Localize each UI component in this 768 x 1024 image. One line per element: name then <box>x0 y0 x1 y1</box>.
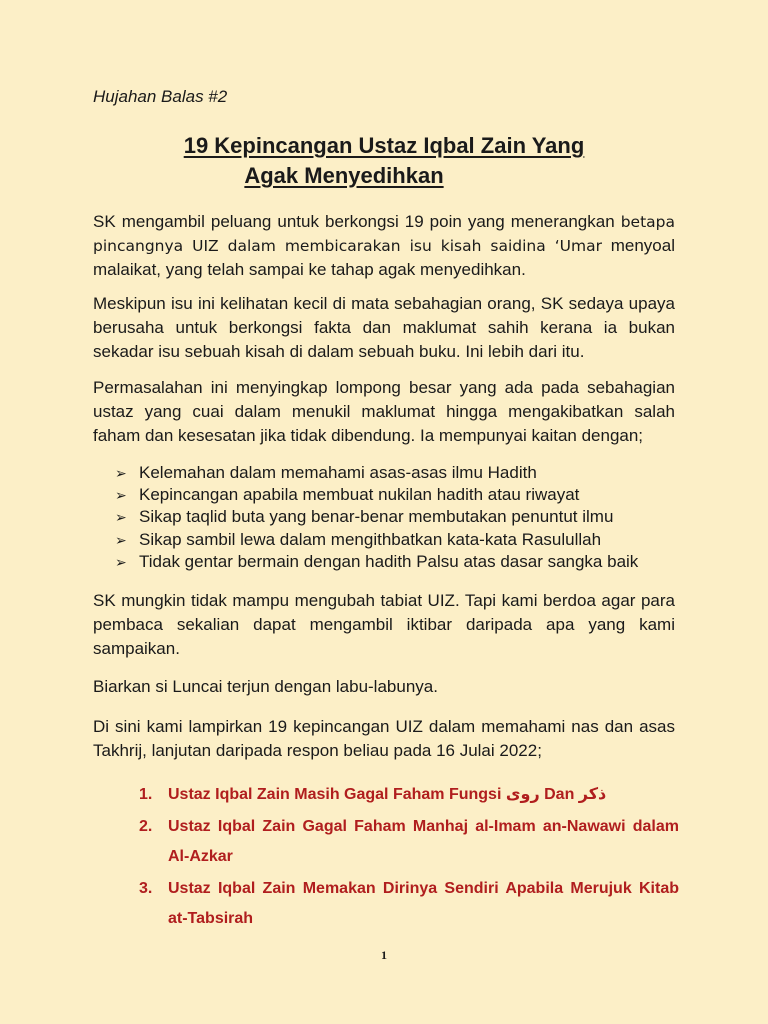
arrow-bullet-icon: ➢ <box>115 509 127 526</box>
list-item: 1. Ustaz Iqbal Zain Masih Gagal Faham Fungsi روى Dan ذكر <box>139 786 607 803</box>
list-item: ➢ Sikap sambil lewa dalam mengithbatkan kata-kata Rasulullah <box>115 529 695 551</box>
list-item: ➢ Tidak gentar bermain dengan hadith Palsu atas dasar sangka baik <box>115 551 695 573</box>
bullet-list <box>115 462 695 573</box>
list-item: ➢ Kelemahan dalam memahami asas-asas ilmu Hadith <box>115 462 695 484</box>
list-item: ➢ Kepincangan apabila membuat nukilan hadith atau riwayat <box>115 484 695 506</box>
title-line-2: Agak Menyedihkan <box>244 163 444 188</box>
paragraph-5: Biarkan si Luncai terjun dengan labu-labunya. <box>93 677 438 696</box>
arrow-bullet-icon: ➢ <box>115 531 127 548</box>
paragraph-3: Permasalahan ini menyingkap lompong besar yang ada pada sebahagian ustaz yang cuai dalam menukil maklumat hingga mengakibatkan salah faham dan kesesatan jika tidak dibendung. Ia mempunyai kaitan dengan; <box>93 378 675 445</box>
arrow-bullet-icon: ➢ <box>115 487 127 504</box>
list-item: ➢ Sikap taqlid buta yang benar-benar membutakan penuntut ilmu <box>115 506 695 528</box>
arrow-bullet-icon: ➢ <box>115 465 127 481</box>
paragraph-2: Meskipun isu ini kelihatan kecil di mata sebahagian orang, SK sedaya upaya berusaha untuk berkongsi fakta dan maklumat sahih kerana ia bukan sekadar isu sebuah kisah di dalam sebuah buku. Ini lebih dari itu. <box>93 294 675 361</box>
arrow-bullet-icon: ➢ <box>115 553 127 570</box>
paragraph-intro: SK mengambil peluang untuk berkongsi 19 poin yang menerangkan betapa pincangnya UIZ dalam membicarakan isu kisah saidina ‘Umar menyoal malaikat, yang telah sampai ke tahap agak menyedihkan. <box>93 212 675 279</box>
numbered-points-list <box>139 780 679 936</box>
title-line-1: 19 Kepincangan Ustaz Iqbal Zain Yang <box>183 133 585 158</box>
document-subtitle: Hujahan Balas #2 <box>93 87 228 106</box>
list-item: 2. Ustaz Iqbal Zain Gagal Faham Manhaj al-Imam an-Nawawi dalam Al-Azkar <box>139 818 679 865</box>
paragraph-6: Di sini kami lampirkan 19 kepincangan UIZ dalam memahami nas dan asas Takhrij, lanjutan daripada respon beliau pada 16 Julai 2022; <box>93 717 675 760</box>
list-item: 3. Ustaz Iqbal Zain Memakan Dirinya Sendiri Apabila Merujuk Kitab at-Tabsirah <box>139 880 679 927</box>
page-number: 1 <box>381 948 387 962</box>
paragraph-4: SK mungkin tidak mampu mengubah tabiat UIZ. Tapi kami berdoa agar para pembaca sekalian dapat mengambil iktibar daripada apa yang kami sampaikan. <box>93 591 675 658</box>
document-title <box>0 131 768 191</box>
